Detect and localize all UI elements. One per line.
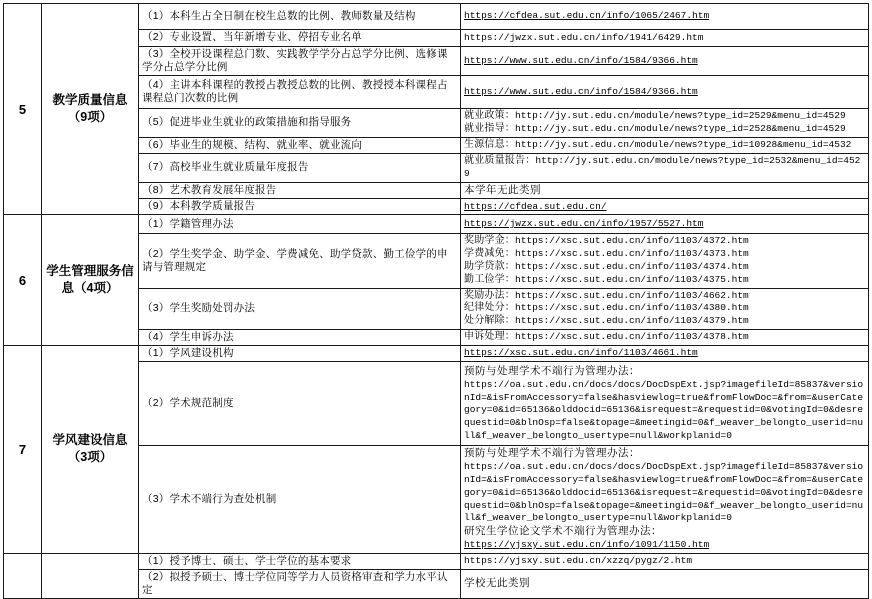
url-link[interactable]: https://xsc.sut.edu.cn/info/1103/4373.htm — [515, 248, 749, 260]
item-label: （1）学籍管理办法 — [139, 215, 461, 234]
link-prefix: 奖励办法： — [464, 289, 515, 301]
url-link[interactable]: https://cfdea.sut.edu.cn/ — [464, 200, 607, 212]
url-link[interactable]: https://jwzx.sut.edu.cn/info/1941/6429.htm — [464, 31, 704, 43]
link-prefix: 处分解除： — [464, 315, 515, 327]
section-category: 教学质量信息（9项） — [42, 4, 139, 215]
item-label: （4）主讲本科课程的教授占教授总数的比例、教授授本科课程占课程总门次数的比例 — [139, 76, 461, 109]
url-link[interactable]: http://jy.sut.edu.cn/module/news?type_id=2528&menu_id=4529 — [515, 123, 846, 135]
url-link[interactable]: https://cfdea.sut.edu.cn/info/1065/2467.htm — [464, 10, 710, 22]
url-link[interactable]: https://www.sut.edu.cn/info/1584/9366.htm — [464, 54, 698, 66]
section-number: 5 — [4, 4, 42, 215]
url-link[interactable]: https://xsc.sut.edu.cn/info/1103/4662.htm — [515, 289, 749, 301]
url-link[interactable]: https://oa.sut.edu.cn/docs/docs/DocDspExt.jsp?imagefileId=85837&versionId=&isFromAccessory=false&hasviewlog=true&fromFlowDoc=&from=&userCategory=0&id=65136&olddocid=65136&isrequest=&requestid=0&votingId=0&desrequestid=0&blnOsp=false&topage=&meetingid=0&f_weaver_belongto_userid=null&f_weaver_belongto_usertype=null&workplanid=0 — [464, 378, 864, 441]
table-row — [4, 346, 869, 362]
item-label: （2）拟授予硕士、博士学位同等学力人员资格审查和学力水平认定 — [139, 569, 461, 598]
link-prefix: 纪律处分： — [464, 302, 515, 314]
item-label: （8）艺术教育发展年度报告 — [139, 182, 461, 199]
link-title-text: 研究生学位论文学术不端行为管理办法： — [464, 525, 662, 538]
item-label: （2）学术规范制度 — [139, 362, 461, 446]
table-row — [4, 215, 869, 234]
section-number: 6 — [4, 215, 42, 346]
url-link[interactable]: https://xsc.sut.edu.cn/info/1103/4372.htm — [515, 235, 749, 247]
table-row — [4, 553, 869, 569]
link-prefix: 勤工俭学： — [464, 273, 515, 285]
item-label: （1）学风建设机构 — [139, 346, 461, 362]
section-category: 学风建设信息（3项） — [42, 346, 139, 554]
link-prefix: 就业质量报告： — [464, 154, 536, 166]
item-label: （1）本科生占全日制在校生总数的比例、教师数量及结构 — [139, 4, 461, 30]
link-prefix: 生源信息： — [464, 139, 515, 150]
item-label: （7）高校毕业生就业质量年度报告 — [139, 153, 461, 182]
item-label: （2）学生奖学金、助学金、学费减免、助学贷款、勤工俭学的申请与管理规定 — [139, 234, 461, 288]
link-prefix: 申诉处理： — [464, 331, 515, 343]
section-number: 7 — [4, 346, 42, 554]
url-link[interactable]: https://xsc.sut.edu.cn/info/1103/4379.htm — [515, 315, 749, 327]
url-link[interactable]: http://jy.sut.edu.cn/module/news?type_id=10928&menu_id=4532 — [515, 139, 852, 150]
url-link[interactable]: https://xsc.sut.edu.cn/info/1103/4380.htm — [515, 302, 749, 314]
url-link[interactable]: https://yjsxy.sut.edu.cn/xzzq/pygz/2.htm — [464, 554, 693, 566]
item-label: （3）全校开设课程总门数、实践教学学分占总学分比例、选修课学分占总学分比例 — [139, 47, 461, 76]
no-category-text: 学校无此类别 — [464, 577, 530, 590]
url-link[interactable]: http://jy.sut.edu.cn/module/news?type_id=2529&menu_id=4529 — [515, 110, 846, 122]
url-link[interactable]: http://jy.sut.edu.cn/module/news?type_id=2532&menu_id=4529 — [464, 154, 861, 179]
url-link[interactable]: https://oa.sut.edu.cn/docs/docs/DocDspExt.jsp?imagefileId=85837&versionId=&isFromAccessory=false&hasviewlog=true&fromFlowDoc=&from=&userCategory=0&id=65136&olddocid=65136&isrequest=&requestid=0&votingId=0&desrequestid=0&blnOsp=false&topage=&meetingid=0&f_weaver_belongto_userid=null&f_weaver_belongto_usertype=null&workplanid=0 — [464, 461, 864, 524]
item-label: （9）本科教学质量报告 — [139, 199, 461, 215]
item-label: （6）毕业生的规模、结构、就业率、就业流向 — [139, 137, 461, 153]
item-label: （5）促进毕业生就业的政策措施和指导服务 — [139, 109, 461, 138]
no-category-text: 本学年无此类别 — [464, 183, 541, 196]
section-number — [4, 553, 42, 598]
table-row — [4, 4, 869, 30]
url-link[interactable]: https://xsc.sut.edu.cn/info/1103/4661.htm — [464, 347, 698, 359]
link-prefix: 就业政策： — [464, 110, 515, 122]
url-link[interactable]: https://xsc.sut.edu.cn/info/1103/4378.htm — [515, 331, 749, 343]
item-label: （3）学术不端行为查处机制 — [139, 446, 461, 553]
section-category: 学生管理服务信息（4项） — [42, 215, 139, 346]
link-prefix: 学费减免： — [464, 248, 515, 260]
url-link[interactable]: https://xsc.sut.edu.cn/info/1103/4374.htm — [515, 261, 749, 273]
link-prefix: 就业指导： — [464, 123, 515, 135]
url-link[interactable]: https://yjsxy.sut.edu.cn/info/1091/1150.htm — [464, 538, 710, 550]
link-prefix: 助学贷款： — [464, 261, 515, 273]
url-link[interactable]: https://www.sut.edu.cn/info/1584/9366.htm — [464, 85, 698, 97]
url-link[interactable]: https://jwzx.sut.edu.cn/info/1957/5527.htm — [464, 218, 704, 230]
item-label: （1）授予博士、硕士、学士学位的基本要求 — [139, 553, 461, 569]
item-label: （4）学生申诉办法 — [139, 330, 461, 346]
information-disclosure-table — [3, 3, 869, 599]
item-label: （2）专业设置、当年新增专业、停招专业名单 — [139, 30, 461, 47]
link-prefix: 奖助学金： — [464, 235, 515, 247]
item-label: （3）学生奖励处罚办法 — [139, 288, 461, 329]
link-title-text: 预防与处理学术不端行为管理办法： — [464, 364, 640, 377]
section-category — [42, 553, 139, 598]
link-title-text: 预防与处理学术不端行为管理办法： — [464, 447, 640, 460]
url-link[interactable]: https://xsc.sut.edu.cn/info/1103/4375.htm — [515, 273, 749, 285]
